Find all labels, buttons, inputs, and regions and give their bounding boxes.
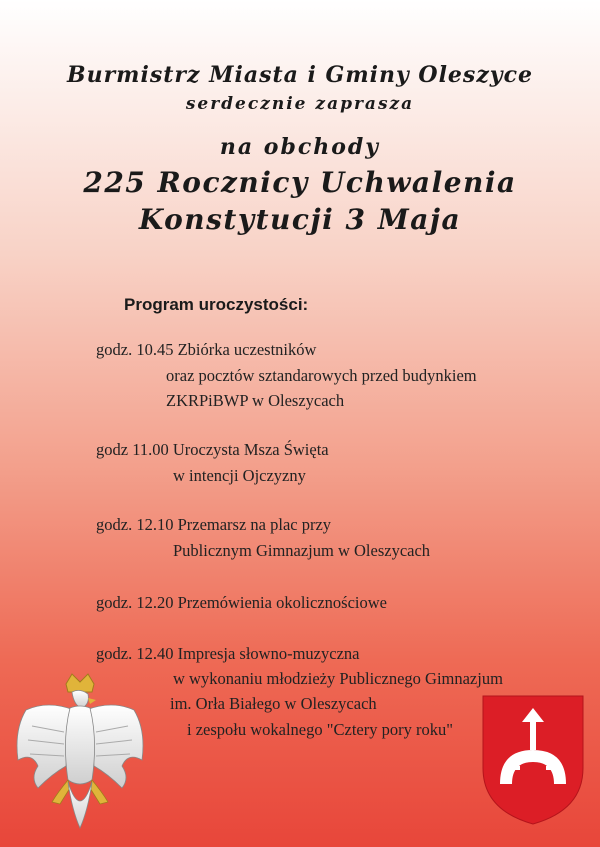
polish-eagle-icon	[8, 670, 153, 840]
program-item-detail: ZKRPiBWP w Oleszycach	[166, 391, 345, 410]
program-title: Program uroczystości:	[124, 295, 309, 314]
invitation-subtitle: serdecznie zaprasza	[185, 94, 415, 114]
program-item-detail: Publicznym Gimnazjum w Oleszycach	[173, 541, 431, 560]
program-item-detail: i zespołu wokalnego "Cztery pory roku"	[187, 720, 453, 739]
event-intro: na obchody	[219, 134, 381, 160]
program-item-time-1: godz. 10.45 Zbiórka uczestników	[96, 340, 317, 359]
program-item-time-3: godz. 12.10 Przemarsz na plac przy	[96, 515, 332, 534]
program-item-detail: w intencji Ojczyzny	[173, 466, 306, 485]
event-title-line2: Konstytucji 3 Maja	[138, 203, 462, 236]
program-item-detail: im. Orła Białego w Oleszycach	[170, 694, 377, 713]
invitation-host: Burmistrz Miasta i Gminy Oleszyce	[67, 62, 533, 88]
program-item-time-2: godz 11.00 Uroczysta Msza Święta	[96, 440, 329, 459]
coat-of-arms-icon	[478, 688, 588, 828]
program-item-detail: oraz pocztów sztandarowych przed budynkiem	[166, 366, 477, 385]
program-item-time-4: godz. 12.20 Przemówienia okolicznościowe	[96, 593, 387, 612]
program-item-time-5: godz. 12.40 Impresja słowno-muzyczna	[96, 644, 360, 663]
event-title-line1: 225 Rocznicy Uchwalenia	[83, 166, 517, 199]
program-item-detail: w wykonaniu młodzieży Publicznego Gimnazjum	[173, 669, 503, 688]
